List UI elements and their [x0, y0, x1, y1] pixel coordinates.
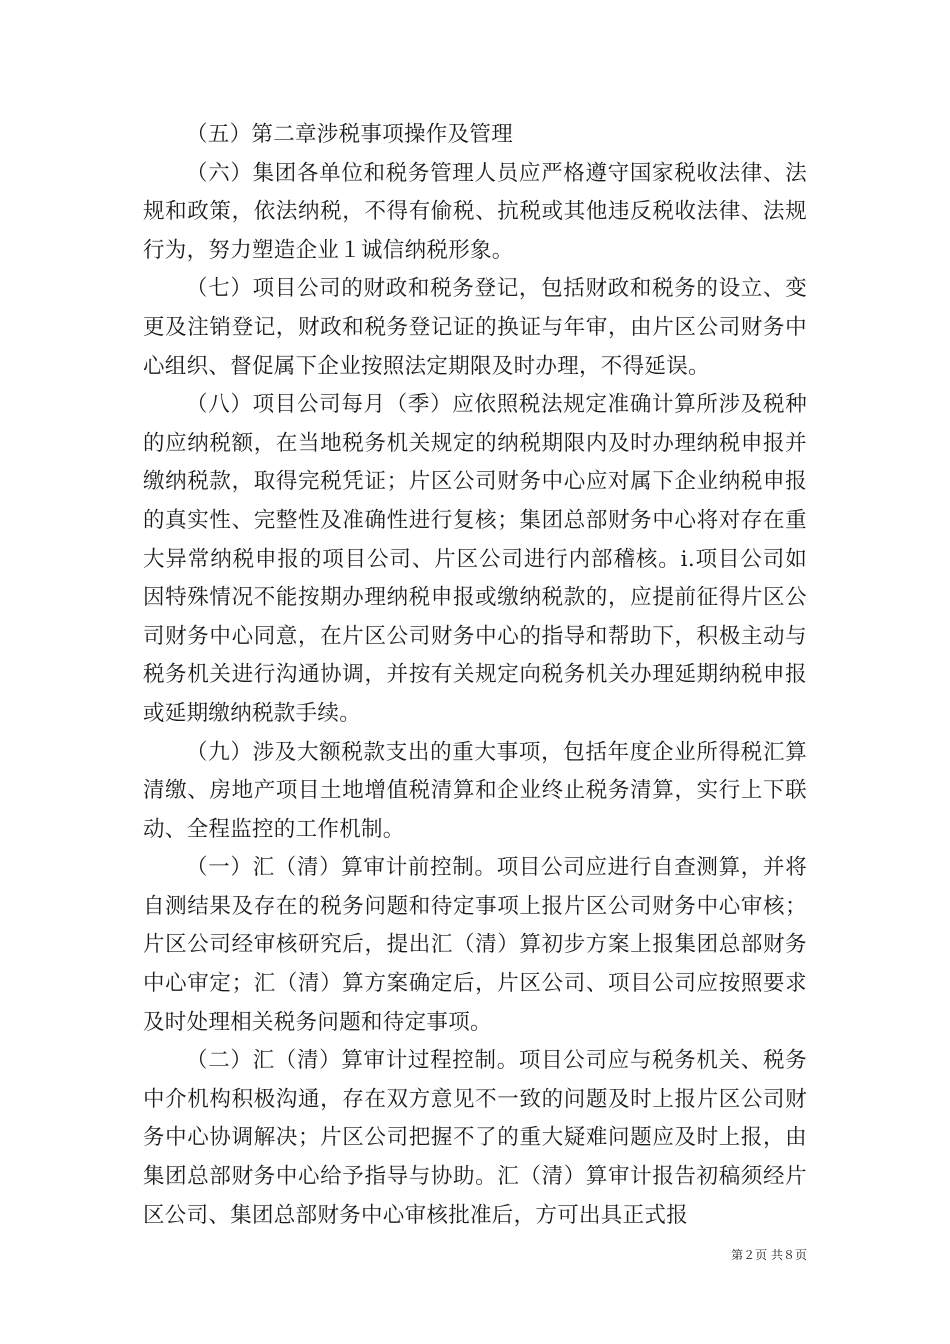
paragraph-7: （七）项目公司的财政和税务登记，包括财政和税务的设立、变更及注销登记，财政和税务登记证的换证与年审，由片区公司财务中心组织、督促属下企业按照法定期限及时办理，不得延误。 — [143, 276, 807, 379]
paragraph-6: （六）集团各单位和税务管理人员应严格遵守国家税收法律、法规和政策，依法纳税，不得有偷税、抗税或其他违反税收法律、法规行为，努力塑造企业１诚信纳税形象。 — [143, 160, 807, 263]
document-body — [143, 116, 807, 1235]
paragraph-5: （五）第二章涉税事项操作及管理 — [186, 122, 514, 147]
page-number: 第２页 共８页 — [731, 1248, 807, 1262]
paragraph-sub-1: （一）汇（清）算审计前控制。项目公司应进行自查测算，并将自测结果及存在的税务问题和待定事项上报片区公司财务中心审核；片区公司经审核研究后，提出汇（清）算初步方案上报集团总部财务中心审定；汇（清）算方案确定后，片区公司、项目公司应按照要求及时处理相关税务问题和待定事项。 — [143, 855, 807, 1035]
paragraph-9: （九）涉及大额税款支出的重大事项，包括年度企业所得税汇算清缴、房地产项目土地增值税清算和企业终止税务清算，实行上下联动、全程监控的工作机制。 — [143, 739, 807, 842]
paragraph-8: （八）项目公司每月（季）应依照税法规定准确计算所涉及税种的应纳税额，在当地税务机关规定的纳税期限内及时办理纳税申报并缴纳税款，取得完税凭证；片区公司财务中心应对属下企业纳税申报的真实性、完整性及准确性进行复核；集团总部财务中心将对存在重大异常纳税申报的项目公司、片区公司进行内部稽核。i.项目公司如因特殊情况不能按期办理纳税申报或缴纳税款的，应提前征得片区公司财务中心同意，在片区公司财务中心的指导和帮助下，积极主动与税务机关进行沟通协调，并按有关规定向税务机关办理延期纳税申报或延期缴纳税款手续。 — [143, 392, 807, 726]
paragraph-sub-2: （二）汇（清）算审计过程控制。项目公司应与税务机关、税务中介机构积极沟通，存在双方意见不一致的问题及时上报片区公司财务中心协调解决；片区公司把握不了的重大疑难问题应及时上报，由集团总部财务中心给予指导与协助。汇（清）算审计报告初稿须经片区公司、集团总部财务中心审核批准后，方可出具正式报 — [143, 1048, 807, 1228]
